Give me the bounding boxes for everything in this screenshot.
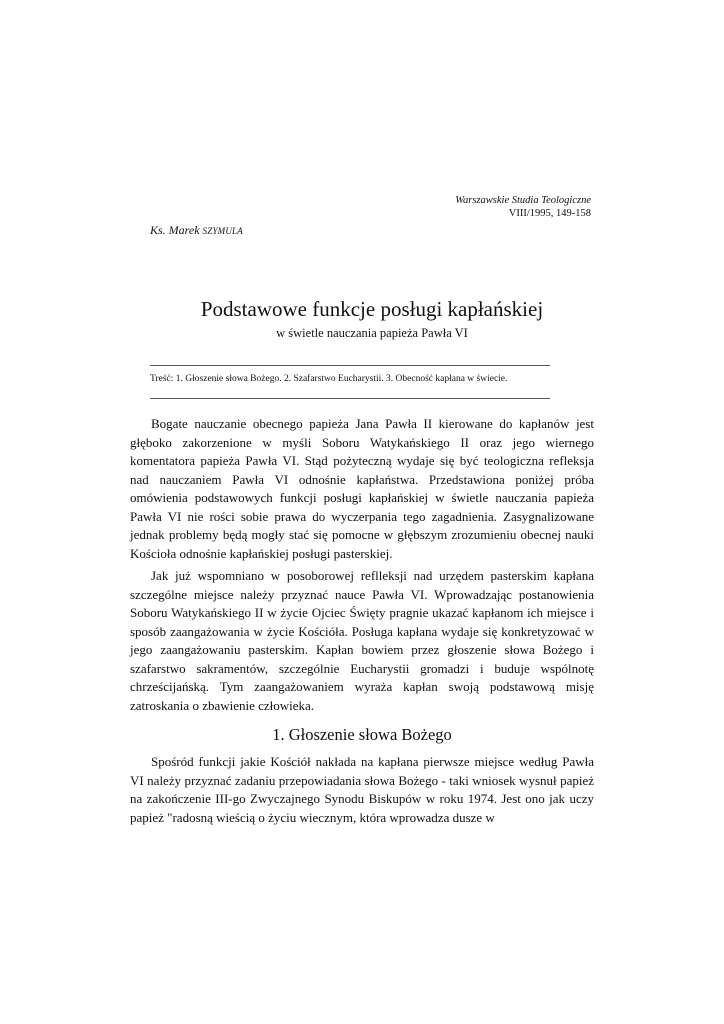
section-paragraph: Spośród funkcji jakie Kościół nakłada na kapłana pierwsze miejsce według Pawła VI należy przyznać zadaniu przepowiadania słowa Bożego - taki wniosek wysnuł papież na zakończenie III-go Zwyczajnego Synodu Biskupów w roku 1974. Jest ono jak uczy papież "radosną wieścią o życiu wiecznym, która wprowadza dusze w [130, 754, 594, 825]
article-subtitle: w świetle nauczania papieża Pawła VI [276, 326, 468, 340]
contents-bottom-rule [150, 398, 550, 399]
contents-top-rule [150, 365, 550, 366]
section-heading: 1. Głoszenie słowa Bożego [272, 725, 452, 744]
title-block [130, 296, 614, 341]
author-surname: SZYMULA [202, 226, 243, 236]
journal-name: Warszawskie Studia Teologiczne [455, 195, 591, 206]
author-name [150, 223, 243, 238]
journal-reference [455, 194, 591, 220]
intro-paragraph-1: Bogate nauczanie obecnego papieża Jana Pawła II kierowane do kapłanów jest głęboko zakorzenione w myśli Soboru Watykańskiego II oraz jego wiernego komentatora papieża Pawła VI. Stąd pożyteczną wydaje się być teologiczna refleksja nad nauczaniem Pawła VI odnośnie kapłaństwa. Przedstawiona poniżej próba omówienia podstawowych funkcji posługi kapłańskiej w świetle nauczania papieża Pawła VI nie rości sobie prawa do wyczerpania tego zagadnienia. Zasygnalizowane jednak problemy będą mogły stać się pomocne w głębszym zrozumieniu obecnej nauki Kościoła odnośnie kapłańskiej posługi pasterskiej. [130, 416, 594, 561]
article-body [130, 415, 594, 831]
intro-paragraph-2: Jak już wspomniano w posoborowej reflleksji nad urzędem pasterskim kapłana szczególne miejsce należy przyznać nauce Pawła VI. Wprowadzając postanowienia Soboru Watykańskiego II w życie Ojciec Święty pragnie ukazać kapłanom ich miejsce i sposób zaangażowania w życie Kościóła. Posługa kapłana wydaje się konkretyzować w jego zaangażowaniu pasterskim. Kapłan bowiem przez głoszenie słowa Bożego i szafarstwo sakramentów, szczególnie Eucharystii gromadzi i buduje wspólnotę chrześcijańską. Tym zaangażowaniem wyraża kapłan swoją podstawową misję zatroskania o zbawienie człowieka. [130, 568, 594, 713]
article-title: Podstawowe funkcje posługi kapłańskiej [200, 297, 544, 321]
journal-citation: VIII/1995, 149-158 [508, 208, 591, 219]
author-prefix: Ks. Marek [150, 223, 203, 237]
table-of-contents: Treść: 1. Głoszenie słowa Bożego. 2. Szafarstwo Eucharystii. 3. Obecność kapłana w świecie. [150, 374, 508, 384]
